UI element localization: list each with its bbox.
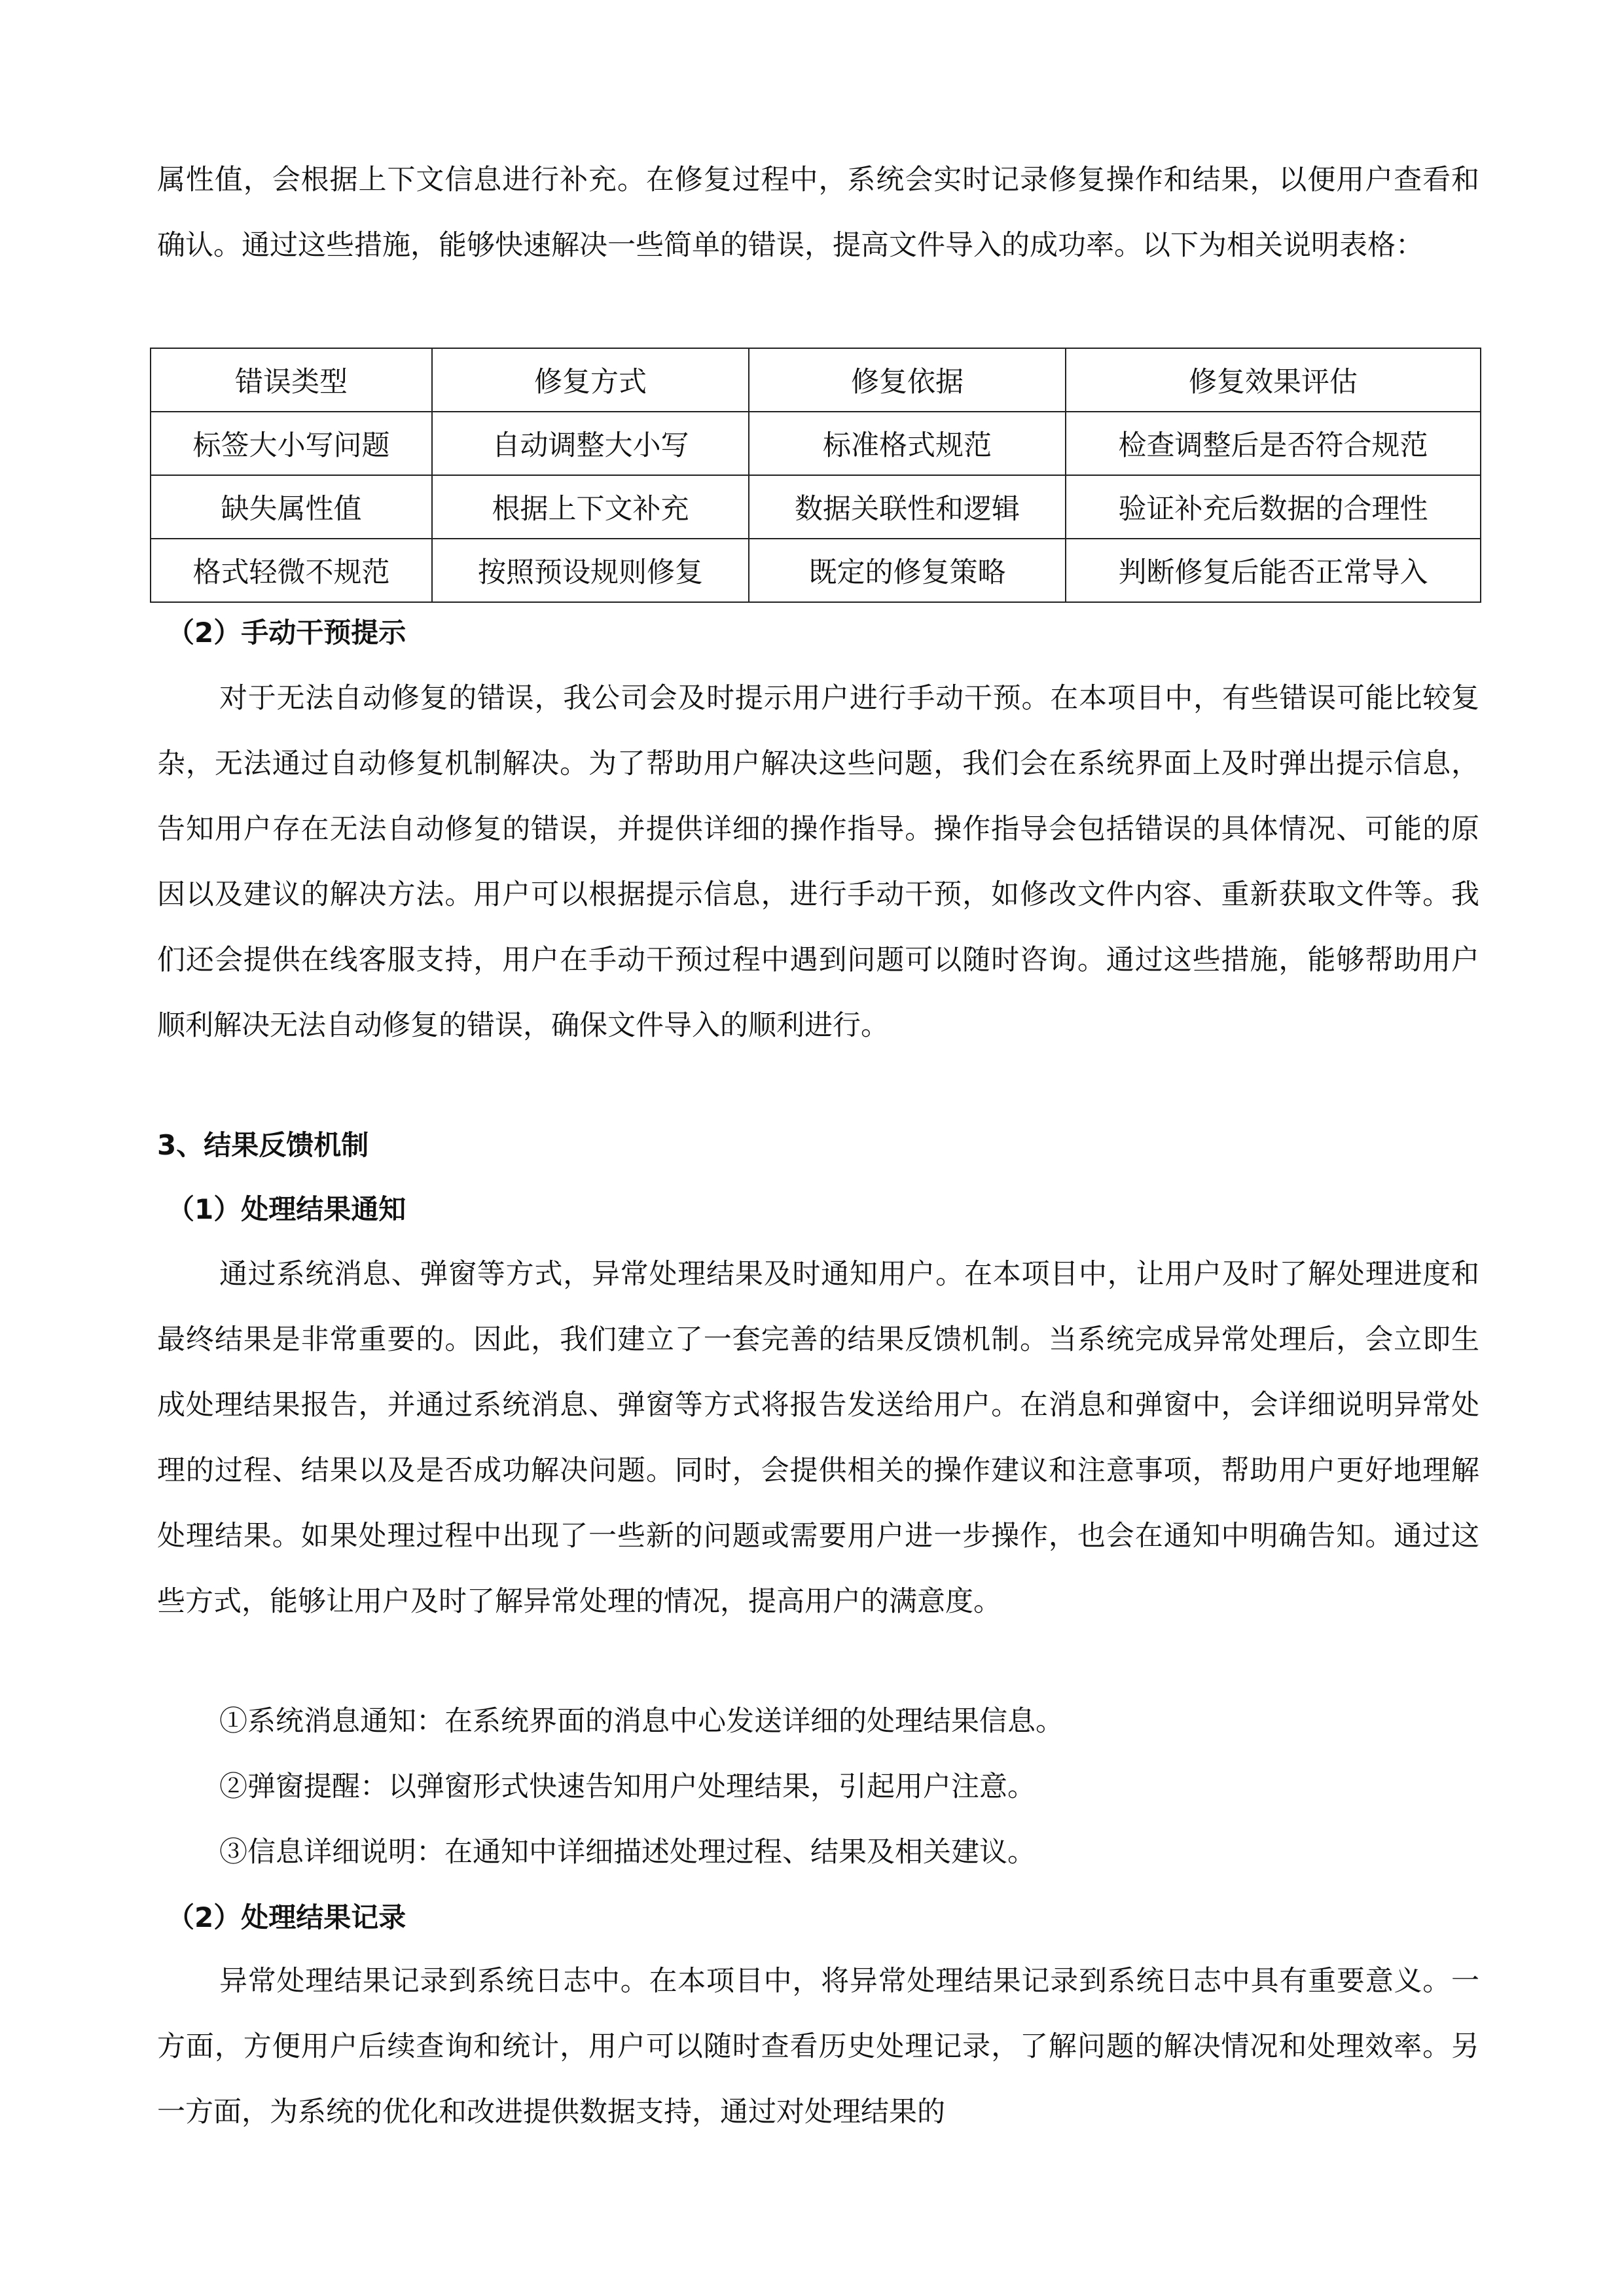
list-item: ②弹窗提醒：以弹窗形式快速告知用户处理结果，引起用户注意。 [219, 1770, 1036, 1803]
table-cell: 按照预设规则修复 [432, 539, 749, 602]
result-record-paragraph: 异常处理结果记录到系统日志中。在本项目中，将异常处理结果记录到系统日志中具有重要意义。一方面，方便用户后续查询和统计，用户可以随时查看历史处理记录，了解问题的解决情况和处理效率。另一方面，为系统的优化和改进提供数据支持，通过对处理结果的 [157, 1965, 1479, 2128]
section-heading-result-notification: （1）处理结果通知 [167, 1193, 406, 1225]
table-cell: 标准格式规范 [749, 412, 1066, 475]
table-cell: 检查调整后是否符合规范 [1066, 412, 1481, 475]
table-cell: 标签大小写问题 [151, 412, 432, 475]
table-cell: 根据上下文补充 [432, 475, 749, 539]
table-cell: 数据关联性和逻辑 [749, 475, 1066, 539]
table-cell: 自动调整大小写 [432, 412, 749, 475]
list-item: ③信息详细说明：在通知中详细描述处理过程、结果及相关建议。 [219, 1836, 1036, 1869]
section-heading-feedback-mechanism: 3、结果反馈机制 [157, 1129, 369, 1161]
section-heading-result-record: （2）处理结果记录 [167, 1901, 406, 1933]
table-cell: 既定的修复策略 [749, 539, 1066, 602]
table-row [151, 412, 1481, 475]
intro-paragraph: 属性值，会根据上下文信息进行补充。在修复过程中，系统会实时记录修复操作和结果，以便用户查看和确认。通过这些措施，能够快速解决一些简单的错误，提高文件导入的成功率。以下为相关说明表格： [157, 164, 1479, 262]
table-cell: 格式轻微不规范 [151, 539, 432, 602]
table-header-cell: 修复方式 [432, 348, 749, 412]
table-row [151, 475, 1481, 539]
table-header-cell: 错误类型 [151, 348, 432, 412]
manual-intervention-paragraph: 对于无法自动修复的错误，我公司会及时提示用户进行手动干预。在本项目中，有些错误可能比较复杂，无法通过自动修复机制解决。为了帮助用户解决这些问题，我们会在系统界面上及时弹出提示信息，告知用户存在无法自动修复的错误，并提供详细的操作指导。操作指导会包括错误的具体情况、可能的原因以及建议的解决方法。用户可以根据提示信息，进行手动干预，如修改文件内容、重新获取文件等。我们还会提供在线客服支持，用户在手动干预过程中遇到问题可以随时咨询。通过这些措施，能够帮助用户顺利解决无法自动修复的错误，确保文件导入的顺利进行。 [157, 682, 1479, 1042]
table-cell: 缺失属性值 [151, 475, 432, 539]
table-header-cell: 修复效果评估 [1066, 348, 1481, 412]
table-cell: 验证补充后数据的合理性 [1066, 475, 1481, 539]
repair-method-table [150, 348, 1481, 603]
table-header-row [151, 348, 1481, 412]
section-heading-manual-intervention: （2）手动干预提示 [167, 617, 406, 649]
list-item: ①系统消息通知：在系统界面的消息中心发送详细的处理结果信息。 [219, 1705, 1064, 1738]
result-notification-paragraph: 通过系统消息、弹窗等方式，异常处理结果及时通知用户。在本项目中，让用户及时了解处理进度和最终结果是非常重要的。因此，我们建立了一套完善的结果反馈机制。当系统完成异常处理后，会立即生成处理结果报告，并通过系统消息、弹窗等方式将报告发送给用户。在消息和弹窗中，会详细说明异常处理的过程、结果以及是否成功解决问题。同时，会提供相关的操作建议和注意事项，帮助用户更好地理解处理结果。如果处理过程中出现了一些新的问题或需要用户进一步操作，也会在通知中明确告知。通过这些方式，能够让用户及时了解异常处理的情况，提高用户的满意度。 [157, 1258, 1479, 1618]
table-header-cell: 修复依据 [749, 348, 1066, 412]
table-cell: 判断修复后能否正常导入 [1066, 539, 1481, 602]
table-row [151, 539, 1481, 602]
